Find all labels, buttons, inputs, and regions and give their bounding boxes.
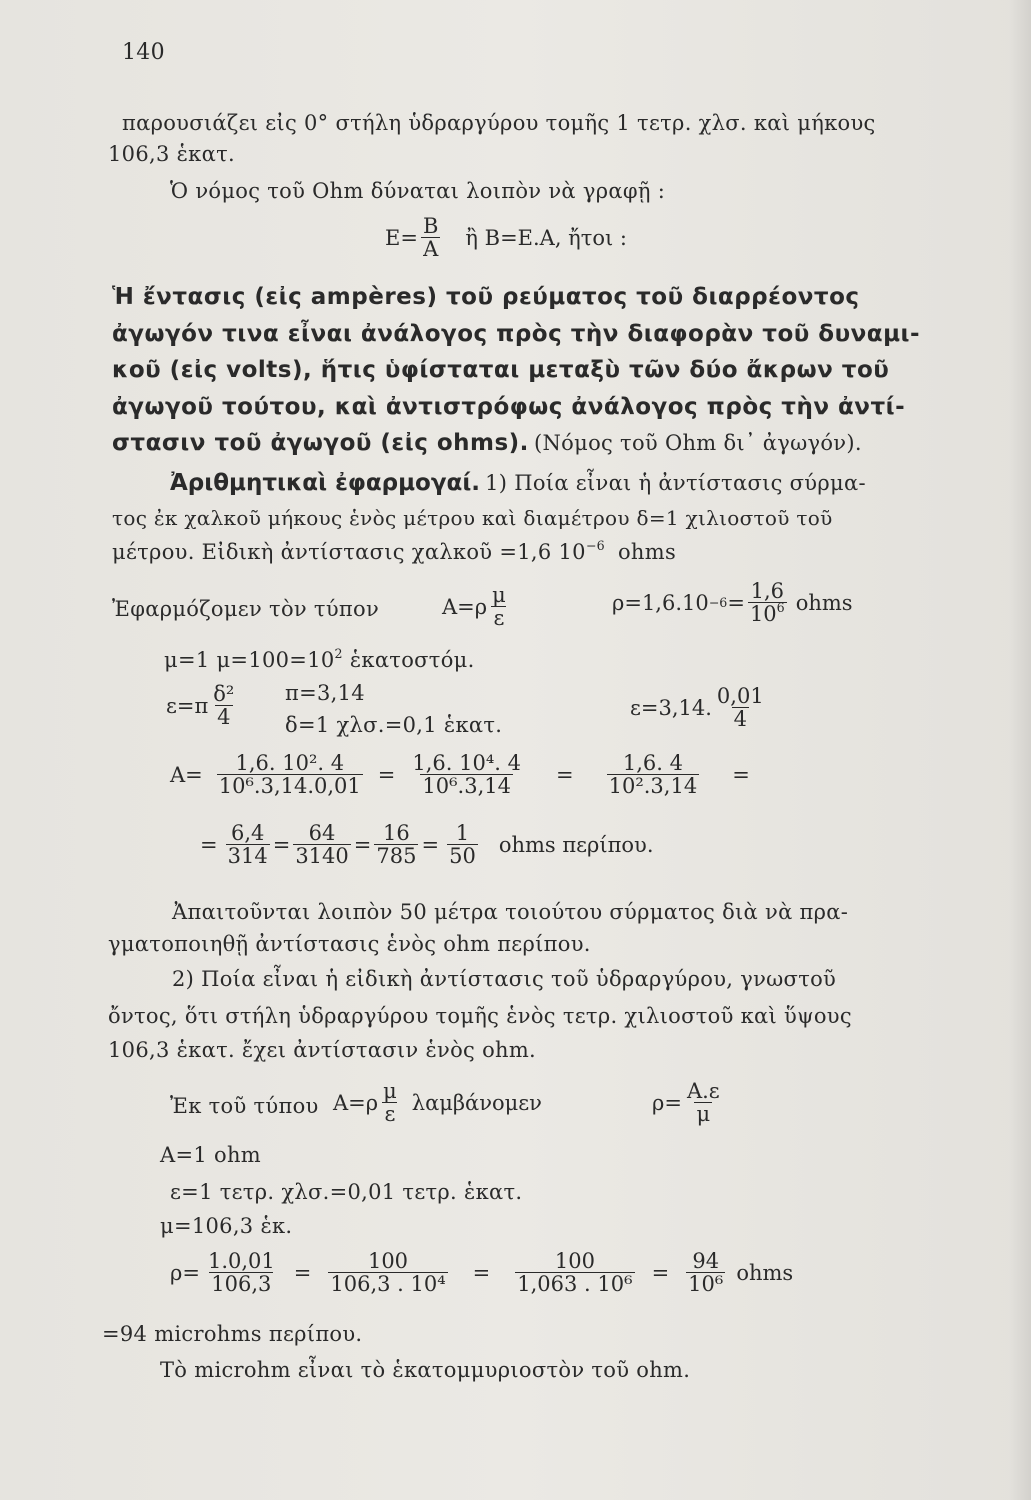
equals: = bbox=[421, 832, 440, 857]
formula-lhs: ρ=1,6.10 bbox=[612, 590, 709, 615]
denominator: 106,3 bbox=[211, 1272, 272, 1297]
exponent: 2 bbox=[334, 646, 343, 662]
exponent: −6 bbox=[585, 538, 605, 554]
text-line: δ=1 χλσ.=0,1 ἑκατ. bbox=[285, 713, 503, 737]
formula-lhs: A=ρ bbox=[442, 594, 488, 619]
numerator: 1 bbox=[455, 821, 470, 845]
formula-lhs: ρ= bbox=[170, 1260, 200, 1285]
denominator: 10².3,14 bbox=[608, 774, 698, 799]
text-line bbox=[112, 540, 676, 564]
text-line: π=3,14 bbox=[285, 681, 365, 705]
denominator: 10⁶.3,14 bbox=[422, 774, 511, 799]
law-statement-line: κοῦ (εἰς volts), ἥτις ὑφίσταται μεταξὺ τῶν δύο ἄκρων τοῦ bbox=[112, 357, 890, 383]
den-base: 10 bbox=[749, 602, 777, 627]
unit: ohms bbox=[795, 590, 853, 615]
equals: = bbox=[556, 762, 574, 787]
fraction bbox=[685, 1080, 722, 1125]
denominator: 10⁶.3,14.0,01 bbox=[218, 774, 361, 799]
formula bbox=[333, 1080, 542, 1125]
fraction bbox=[490, 584, 508, 629]
text-line: Ὁ νόμος τοῦ Ohm δύναται λοιπὸν νὰ γραφῇ : bbox=[170, 179, 666, 203]
text-line: μ=106,3 ἑκ. bbox=[160, 1214, 293, 1238]
ohm-law-formula bbox=[385, 215, 627, 260]
text-line: ε=1 τετρ. χλσ.=0,01 τετρ. ἑκατ. bbox=[170, 1180, 523, 1204]
fraction bbox=[381, 1080, 399, 1125]
numerator: 6,4 bbox=[230, 821, 265, 845]
text-line: ὄντος, ὅτι στήλη ὑδραργύρου τομῆς ἑνὸς τετρ. χιλιοστοῦ καὶ ὕψους bbox=[108, 1004, 852, 1028]
law-statement-line: ἀγωγόν τινα εἶναι ἀνάλογος πρὸς τὴν διαφορὰν τοῦ δυναμι- bbox=[112, 321, 921, 347]
text: μ=1 μ=100=10 bbox=[164, 648, 335, 672]
formula bbox=[652, 1080, 725, 1125]
equals: = bbox=[727, 590, 745, 615]
fraction bbox=[410, 752, 523, 797]
text-line: παρουσιάζει εἰς 0° στήλη ὑδραργύρου τομῆς 1 τετρ. χλσ. καὶ μήκους bbox=[122, 111, 876, 135]
text-line: A=1 ohm bbox=[160, 1143, 261, 1167]
numerator: 1,6. 4 bbox=[622, 751, 683, 775]
text: 1) Ποία εἶναι ἡ ἀντίστασις σύρμα- bbox=[485, 471, 866, 495]
text-line: τος ἐκ χαλκοῦ μήκους ἑνὸς μέτρου καὶ διαμέτρου δ=1 χιλιοστοῦ τοῦ bbox=[112, 506, 833, 530]
numerator: 1,6 bbox=[750, 579, 785, 603]
denominator: 10⁶ bbox=[688, 1272, 724, 1297]
denominator: 106,3 . 10⁴ bbox=[330, 1272, 446, 1297]
law-name-text: (Νόμος τοῦ Ohm δι᾽ ἀγωγόν). bbox=[534, 431, 862, 455]
fraction bbox=[515, 1250, 634, 1295]
text-line: 2) Ποία εἶναι ἡ εἰδικὴ ἀντίστασις τοῦ ὑδραργύρου, γνωστοῦ bbox=[172, 967, 837, 991]
fraction bbox=[211, 683, 236, 728]
fraction bbox=[447, 822, 478, 867]
numerator: μ bbox=[492, 583, 506, 607]
text-line: Ἐφαρμόζομεν τὸν τύπον bbox=[112, 597, 380, 621]
page-edge-shadow bbox=[1009, 0, 1031, 1500]
denominator bbox=[748, 602, 787, 625]
unit: ohms bbox=[736, 1260, 794, 1285]
text-line bbox=[164, 648, 475, 672]
fraction bbox=[328, 1250, 447, 1295]
numerator: 100 bbox=[367, 1249, 409, 1273]
denominator: A bbox=[423, 237, 439, 262]
equals: = bbox=[732, 762, 750, 787]
formula bbox=[166, 683, 239, 728]
numerator: B bbox=[422, 214, 439, 238]
fraction bbox=[421, 215, 440, 260]
numerator: 1.0,01 bbox=[207, 1249, 275, 1273]
formula-rest: ἢ B=E.A, ἤτοι : bbox=[465, 225, 628, 250]
formula-lhs: ε=π bbox=[166, 693, 209, 718]
text: λαμβάνομεν bbox=[411, 1090, 542, 1115]
result-tail: ohms περίπου. bbox=[498, 832, 654, 857]
equals: = bbox=[651, 1260, 670, 1285]
equals: = bbox=[293, 1260, 312, 1285]
formula bbox=[442, 584, 511, 629]
numerator: 64 bbox=[308, 821, 336, 845]
law-statement-line: Ἡ ἔντασις (εἰς ampères) τοῦ ρεύματος τοῦ διαρρέοντος bbox=[112, 284, 860, 310]
law-statement-line bbox=[112, 430, 862, 456]
formula-lhs: A= bbox=[170, 762, 203, 787]
text: μέτρου. Εἰδικὴ ἀντίστασις χαλκοῦ =1,6 10 bbox=[112, 540, 586, 564]
denominator: 4 bbox=[733, 707, 747, 732]
numerator: 94 bbox=[692, 1249, 720, 1273]
numerator: 16 bbox=[383, 821, 410, 845]
text-line: Ἐκ τοῦ τύπου bbox=[170, 1094, 319, 1118]
formula: ρ=1,6.10 −6 = $\frac{1,6}{10^6}$ ohms bbox=[612, 579, 853, 627]
numerator: μ bbox=[383, 1079, 397, 1103]
text-line: 106,3 ἑκατ. ἔχει ἀντίστασιν ἑνὸς ohm. bbox=[108, 1038, 537, 1062]
denominator: 1,063 . 10⁶ bbox=[517, 1272, 633, 1297]
fraction bbox=[686, 1250, 725, 1295]
denominator: 3140 bbox=[295, 844, 349, 869]
numerator: 0,01 bbox=[716, 684, 764, 708]
formula-lhs: ρ= bbox=[652, 1090, 682, 1115]
fraction bbox=[217, 752, 363, 797]
denominator: 50 bbox=[449, 844, 476, 869]
formula-rho bbox=[170, 1250, 793, 1295]
unit: ohms bbox=[617, 540, 677, 564]
text-line: Ἀπαιτοῦνται λοιπὸν 50 μέτρα τοιούτου σύρματος διὰ νὰ πρα- bbox=[172, 900, 849, 924]
formula-result bbox=[200, 822, 654, 867]
formula-lhs: A=ρ bbox=[333, 1090, 379, 1115]
equals: = bbox=[272, 832, 291, 857]
numerator: A.ε bbox=[686, 1079, 720, 1103]
denominator: 785 bbox=[376, 844, 417, 869]
page-number: 140 bbox=[122, 40, 165, 65]
equals: = bbox=[353, 832, 372, 857]
fraction bbox=[748, 580, 787, 625]
fraction bbox=[715, 685, 766, 730]
denominator: μ bbox=[696, 1102, 711, 1127]
text-line: 106,3 ἑκατ. bbox=[108, 142, 235, 166]
law-statement-text: στασιν τοῦ ἀγωγοῦ (εἰς ohms). bbox=[112, 430, 529, 456]
text-line: =94 microhms περίπου. bbox=[102, 1322, 363, 1346]
denominator: 4 bbox=[217, 705, 231, 730]
fraction bbox=[374, 822, 418, 867]
text-line: γματοποιηθῇ ἀντίστασις ἑνὸς ohm περίπου. bbox=[108, 932, 591, 956]
numerator: 1,6. 10⁴. 4 bbox=[412, 751, 521, 775]
fraction bbox=[206, 1250, 277, 1295]
formula-A bbox=[170, 752, 750, 797]
denominator: ε bbox=[384, 1102, 396, 1127]
text-line: Τὸ microhm εἶναι τὸ ἑκατομμυριοστὸν τοῦ ohm. bbox=[160, 1358, 691, 1382]
formula-lhs: ε=3,14. bbox=[630, 695, 712, 720]
equals: = bbox=[377, 762, 396, 787]
examples-heading-line bbox=[170, 470, 866, 496]
formula bbox=[630, 685, 769, 730]
fraction bbox=[607, 752, 700, 797]
denominator: 314 bbox=[227, 844, 268, 869]
equals: = bbox=[472, 1260, 491, 1285]
law-statement-line: ἀγωγοῦ τούτου, καὶ ἀντιστρόφως ἀνάλογος πρὸς τὴν ἀντί- bbox=[112, 394, 906, 420]
fraction bbox=[226, 822, 270, 867]
denominator: ε bbox=[493, 606, 505, 631]
formula-lhs: E= bbox=[385, 225, 418, 250]
text: ἑκατοστόμ. bbox=[342, 648, 475, 672]
equals: = bbox=[200, 832, 218, 857]
fraction bbox=[293, 822, 350, 867]
numerator: 100 bbox=[554, 1249, 595, 1273]
numerator: δ² bbox=[213, 682, 235, 706]
numerator: 1,6. 10². 4 bbox=[235, 751, 345, 775]
examples-heading: Ἀριθμητικαὶ ἐφαρμογαί. bbox=[170, 470, 481, 496]
exponent: 6 bbox=[776, 600, 785, 616]
